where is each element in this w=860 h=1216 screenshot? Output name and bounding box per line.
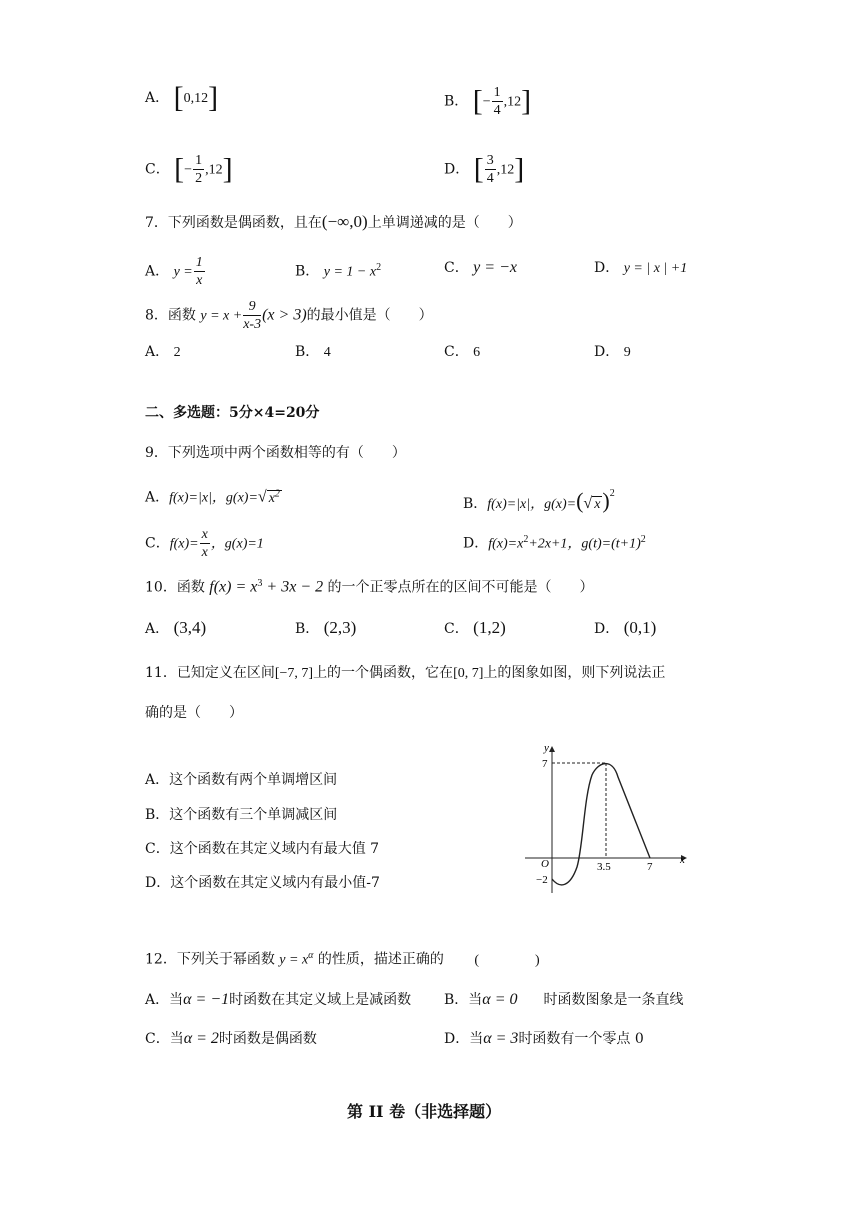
q8-option-d: D． 9 <box>594 344 631 360</box>
q12-option-c: C．当α = 2时函数是偶函数 <box>145 1030 317 1047</box>
q9-option-a: A．f(x)=|x|，g(x)=√ $x^2$ <box>145 488 280 506</box>
q9-stem: 9．下列选项中两个函数相等的有（ ） <box>145 445 406 461</box>
q8-option-b: B． 4 <box>295 344 331 360</box>
y-tick-neg2: −2 <box>536 874 548 886</box>
q11-stem-line2: 确的是（ ） <box>145 705 243 721</box>
q11-option-d: D．这个函数在其定义域内有最小值-7 <box>145 875 380 891</box>
section-heading-multi-choice: 二、多选题：5分×4=20分 <box>145 405 320 421</box>
q7-option-d: D． y = | x | +1 <box>594 260 688 276</box>
q8-stem: 8．函数 y = x + $\frac{9}{x-3}$ (x > 3)的最小值是（ ） <box>145 299 433 332</box>
q11-option-b: B．这个函数有三个单调减区间 <box>145 807 338 823</box>
q7-option-a: A． y = $\frac{1}{x}$ <box>145 255 203 288</box>
q9-option-b: B．f(x)=|x|，g(x)=(√ x)$^2$ <box>463 488 615 513</box>
q12-stem: 12．下列关于幂函数 $y = x^\alpha$ 的性质，描述正确的 ( ) <box>145 950 540 968</box>
q10-stem: 10．函数 $f(x) = x^3 + 3x - 2$ 的一个正零点所在的区间不可能是（ ） <box>145 578 594 596</box>
x-tick-3-5: 3.5 <box>597 861 611 873</box>
q9-option-c: C．f(x)= $\frac{x}{x}$ ，g(x)=1 <box>145 527 264 560</box>
origin-label: O <box>541 858 549 870</box>
q7-option-b: B． $y = 1 - x^2$ <box>295 262 382 280</box>
x-axis-label: x <box>680 854 685 866</box>
q11-option-c: C．这个函数在其定义域内有最大值 7 <box>145 841 380 857</box>
part-two-title: 第 II 卷（非选择题） <box>347 1102 502 1121</box>
q12-option-b: B．当α = 0 时函数图象是一条直线 <box>444 991 684 1008</box>
q7-option-c: C． y = −x <box>444 259 517 276</box>
q6-option-c: C． [− $\frac{1}{2}$ ,12] <box>145 152 233 186</box>
x-tick-7: 7 <box>647 861 653 873</box>
q11-option-a: A．这个函数有两个单调增区间 <box>145 772 338 788</box>
q9-option-d: D．$f(x)=x^2+2x+1$，$g(t)=(t+1)^2$ <box>463 534 646 552</box>
q12-option-d: D．当α = 3时函数有一个零点 0 <box>444 1030 644 1047</box>
q10-option-b: B． (2,3) <box>295 618 357 637</box>
q6-option-b: B． [− $\frac{1}{4}$ ,12] <box>444 84 532 118</box>
q7-stem: 7．下列函数是偶函数，且在(−∞,0)上单调递减的是（ ） <box>145 212 522 231</box>
q10-option-a: A． (3,4) <box>145 618 207 637</box>
q12-option-a: A．当α = −1时函数在其定义域上是减函数 <box>145 991 412 1008</box>
q10-option-d: D． (0,1) <box>594 618 657 637</box>
q10-option-c: C． (1,2) <box>444 618 506 637</box>
q8-option-c: C． 6 <box>444 344 481 360</box>
y-tick-7: 7 <box>542 758 548 770</box>
q6-option-a: A． [0,12] <box>145 81 219 114</box>
y-axis-label: y <box>544 742 549 754</box>
q6-option-d: D． [ $\frac{3}{4}$ ,12] <box>444 152 525 186</box>
q8-option-a: A． 2 <box>145 344 181 360</box>
q11-function-graph <box>520 737 710 897</box>
q11-stem-line1: 11．已知定义在区间[−7, 7]上的一个偶函数，它在[0, 7]上的图象如图，则下列说法正 <box>145 665 666 681</box>
